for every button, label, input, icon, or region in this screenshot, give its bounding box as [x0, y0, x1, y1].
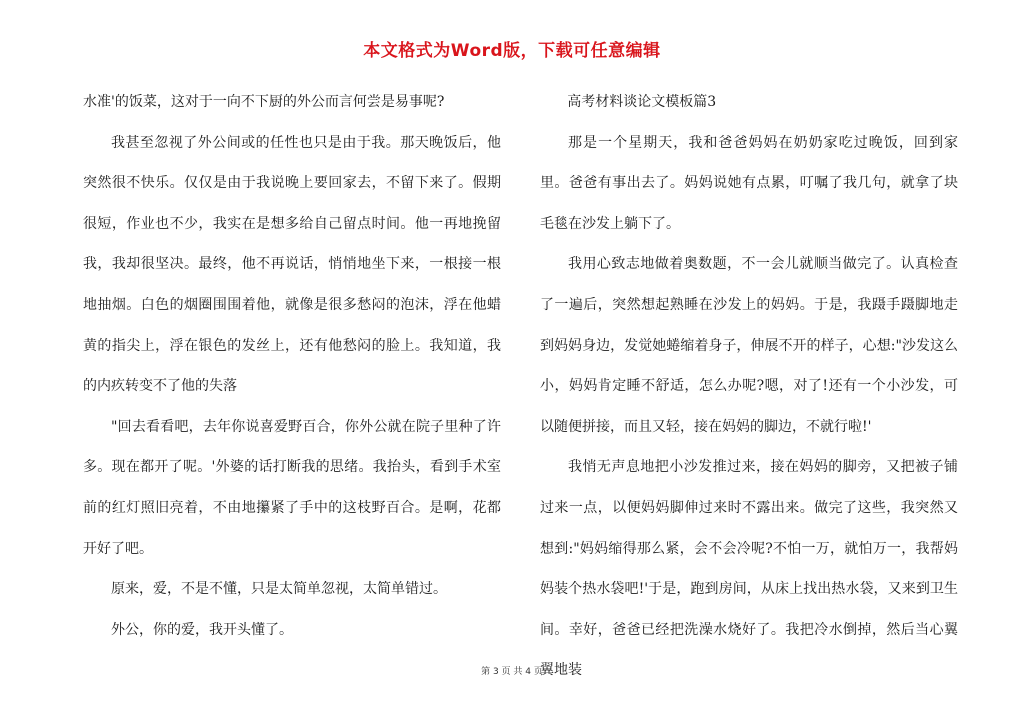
- paragraph: 我甚至忽视了外公间或的任性也只是由于我。那天晚饭后，他突然很不快乐。仅仅是由于我说晚上要回家去，不留下来了。假期很短，作业也不少，我实在是想多给自己留点时间。他一再地挽留我，我却很坚决。最终，他不再说话，悄悄地坐下来，一根接一根地抽烟。白色的烟圈围围着他，就像是很多愁闷的泡沫，浮在他蜡黄的指尖上，浮在银色的发丝上，还有他愁闷的脸上。我知道，我的内疚转变不了他的失落: [83, 134, 501, 395]
- paragraph: "回去看看吧，去年你说喜爱野百合，你外公就在院子里种了许多。现在都开了呢。'外婆的话打断我的思绪。我抬头，看到手术室前的红灯照旧亮着，不由地攥紧了手中的这枝野百合。是啊，花都开好了吧。: [83, 418, 501, 557]
- right-text-column: [540, 82, 958, 691]
- paragraph: 水准'的饭菜，这对于一向不下厨的外公而言何尝是易事呢?: [83, 94, 445, 110]
- left-text-column: [83, 82, 501, 650]
- paragraph: 我悄无声息地把小沙发推过来，接在妈妈的脚旁，又把被子铺过来一点，以便妈妈脚伸过来时不露出来。做完了这些，我突然又想到:"妈妈缩得那么紧，会不会冷呢?不怕一万，就怕万一，我帮妈妈装个热水袋吧!'于是，跑到房间，从床上找出热水袋，又来到卫生间。幸好，爸爸已经把洗澡水烧好了。我把冷水倒掉，然后当心翼翼地装: [540, 459, 958, 679]
- paragraph: 我用心致志地做着奥数题，不一会儿就顺当做完了。认真检查了一遍后，突然想起熟睡在沙发上的妈妈。于是，我蹑手蹑脚地走到妈妈身边，发觉她蜷缩着身子，伸展不开的样子，心想:"沙发这么小，妈妈肯定睡不舒适，怎么办呢?嗯，对了!还有一个小沙发，可以随便拼接，而且又轻，接在妈妈的脚边，不就行啦!': [540, 256, 958, 435]
- document-banner: 本文格式为Word版，下载可任意编辑: [363, 41, 661, 61]
- page-number: 第 3 页 共 4 页: [481, 667, 543, 677]
- paragraph: 外公，你的爱，我开头懂了。: [111, 621, 293, 638]
- section-heading: 高考材料谈论文模板篇3: [567, 94, 717, 110]
- paragraph: 那是一个星期天，我和爸爸妈妈在奶奶家吃过晚饭，回到家里。爸爸有事出去了。妈妈说她有点累，叮嘱了我几句，就拿了块毛毯在沙发上躺下了。: [540, 134, 958, 232]
- paragraph: 原来，爱，不是不懂，只是太简单忽视，太简单错过。: [111, 581, 447, 598]
